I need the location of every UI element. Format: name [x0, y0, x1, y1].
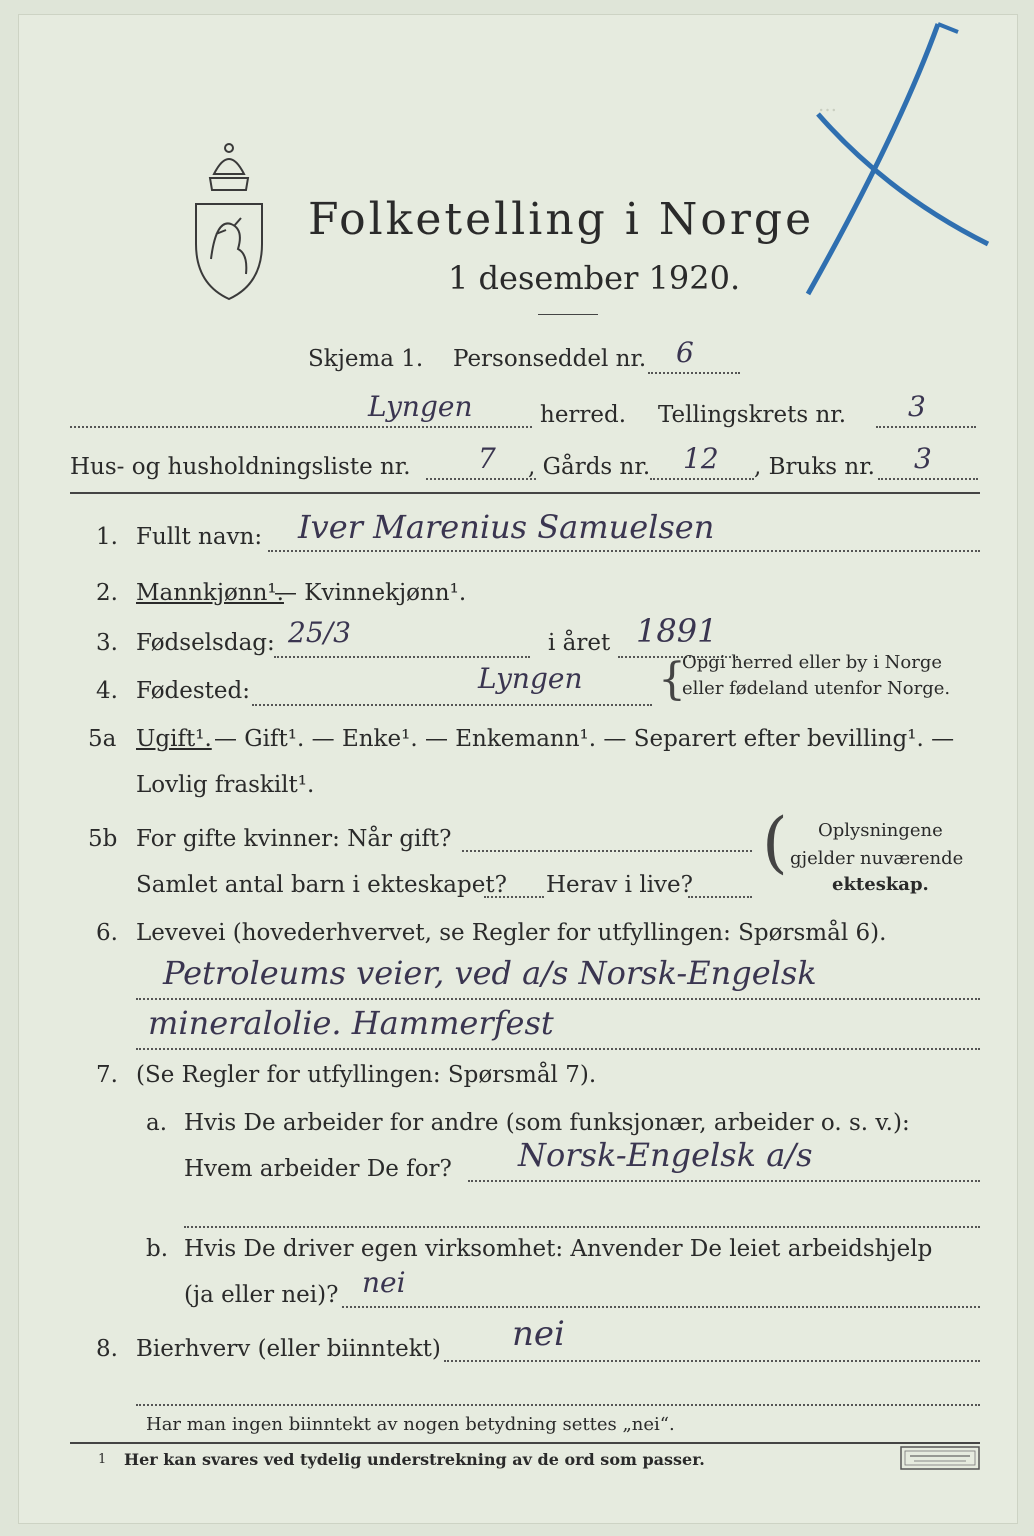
q8-line1	[444, 1360, 980, 1362]
q5b-alive-line	[688, 896, 752, 898]
census-form	[18, 14, 1018, 1524]
q5b-note-line3: ekteskap.	[832, 874, 929, 895]
q3-label: Fødselsdag:	[136, 630, 275, 656]
q6-line1	[136, 998, 980, 1000]
q4-brace: {	[658, 654, 686, 705]
q3-value: 25/3	[288, 616, 351, 649]
q2-female-option: — Kvinnekjønn¹.	[274, 580, 467, 606]
footer-rule	[70, 1442, 980, 1444]
herred-line	[70, 426, 532, 428]
q6-value-line1: Petroleums veier, ved a/s Norsk-Engelsk	[163, 954, 817, 992]
q5b-note-line2: gjelder nuværende	[790, 848, 964, 869]
q7a-label-line2: Hvem arbeider De for?	[184, 1156, 452, 1182]
personseddel-value: 6	[676, 336, 694, 369]
printer-stamp-icon	[900, 1446, 980, 1470]
q7a-line2	[184, 1226, 980, 1228]
footnote-text: Her kan svares ved tydelig understrekning av de ord som passer.	[124, 1450, 705, 1469]
q4-line	[252, 704, 652, 706]
q7-number: 7.	[96, 1062, 118, 1088]
herred-value: Lyngen	[368, 390, 473, 423]
q5b-children-line	[484, 896, 544, 898]
q7b-value: nei	[362, 1266, 406, 1299]
header-rule	[70, 492, 980, 494]
skjema-label: Skjema 1.	[308, 346, 424, 372]
title-divider	[538, 314, 598, 315]
q5b-label-married: For gifte kvinner: Når gift?	[136, 826, 452, 852]
q5a-ugift-option: Ugift¹.	[136, 726, 212, 752]
q4-number: 4.	[96, 678, 118, 704]
hus-line	[426, 478, 536, 480]
bruks-label: , Bruks nr.	[754, 454, 875, 480]
personseddel-label: Personseddel nr.	[453, 346, 647, 372]
bleedthrough-text: …	[818, 94, 837, 116]
q5a-number: 5a	[88, 726, 117, 752]
q5a-fraskilt-option: Lovlig fraskilt¹.	[136, 772, 315, 798]
q6-value-line2: mineralolie. Hammerfest	[148, 1004, 554, 1042]
q7b-line	[342, 1306, 980, 1308]
q6-label: Levevei (hovederhvervet, se Regler for utfyllingen: Spørsmål 6).	[136, 920, 887, 946]
tellingskrets-label: Tellingskrets nr.	[658, 402, 847, 428]
q4-note-line2: eller fødeland utenfor Norge.	[682, 678, 951, 699]
q6-number: 6.	[96, 920, 118, 946]
q7-label: (Se Regler for utfyllingen: Spørsmål 7).	[136, 1062, 597, 1088]
gards-line	[650, 478, 754, 480]
q5b-married-line	[462, 850, 752, 852]
footnote-mark: 1	[98, 1452, 107, 1467]
q1-value: Iver Marenius Samuelsen	[298, 508, 715, 546]
herred-label: herred.	[540, 402, 627, 428]
q5b-bracket: (	[762, 804, 788, 881]
bruks-line	[878, 478, 978, 480]
q7b-number: b.	[146, 1236, 169, 1262]
q3-year-label: i året	[548, 630, 611, 656]
q6-line2	[136, 1048, 980, 1050]
gards-label: , Gårds nr.	[528, 454, 651, 480]
q7a-number: a.	[146, 1110, 168, 1136]
q4-note-line1: Opgi herred eller by i Norge	[682, 652, 943, 673]
q7a-value: Norsk-Engelsk a/s	[518, 1136, 813, 1174]
q2-number: 2.	[96, 580, 118, 606]
q3-number: 3.	[96, 630, 118, 656]
q7b-label-line1: Hvis De driver egen virksomhet: Anvender De leiet arbeidshjelp	[184, 1236, 933, 1262]
q5b-number: 5b	[88, 826, 118, 852]
q1-number: 1.	[96, 524, 118, 550]
q3-year-value: 1891	[636, 612, 718, 650]
footer-note: Har man ingen biinntekt av nogen betydning settes „nei“.	[146, 1414, 675, 1435]
form-title: Folketelling i Norge	[308, 194, 815, 245]
q8-label: Bierhverv (eller biinntekt)	[136, 1336, 441, 1362]
q4-value: Lyngen	[478, 662, 583, 695]
hus-value: 7	[478, 442, 496, 475]
gards-value: 12	[683, 442, 719, 475]
q3-line	[274, 656, 530, 658]
q1-line	[268, 550, 980, 552]
form-date: 1 desember 1920.	[448, 259, 741, 297]
blue-cross-mark-icon	[788, 14, 1018, 304]
tellingskrets-line	[876, 426, 976, 428]
tellingskrets-value: 3	[908, 390, 926, 423]
bruks-value: 3	[914, 442, 932, 475]
q8-number: 8.	[96, 1336, 118, 1362]
q7a-line1	[468, 1180, 980, 1182]
coat-of-arms-icon	[186, 134, 272, 304]
q5b-note-line1: Oplysningene	[818, 820, 943, 841]
hus-label: Hus- og husholdningsliste nr.	[70, 454, 411, 480]
q4-label: Fødested:	[136, 678, 251, 704]
q5a-other-options: — Gift¹. — Enke¹. — Enkemann¹. — Separert efter bevilling¹. —	[214, 726, 955, 752]
q7a-label-line1: Hvis De arbeider for andre (som funksjonær, arbeider o. s. v.):	[184, 1110, 910, 1136]
q5b-label-children: Samlet antal barn i ekteskapet?	[136, 872, 507, 898]
q7b-label-line2: (ja eller nei)?	[184, 1282, 339, 1308]
q2-male-option: Mannkjønn¹.	[136, 580, 284, 606]
personseddel-line	[648, 372, 740, 374]
q8-line2	[136, 1404, 980, 1406]
q1-label: Fullt navn:	[136, 524, 263, 550]
q8-value: nei	[512, 1314, 565, 1354]
q5b-label-alive: Herav i live?	[546, 872, 693, 898]
